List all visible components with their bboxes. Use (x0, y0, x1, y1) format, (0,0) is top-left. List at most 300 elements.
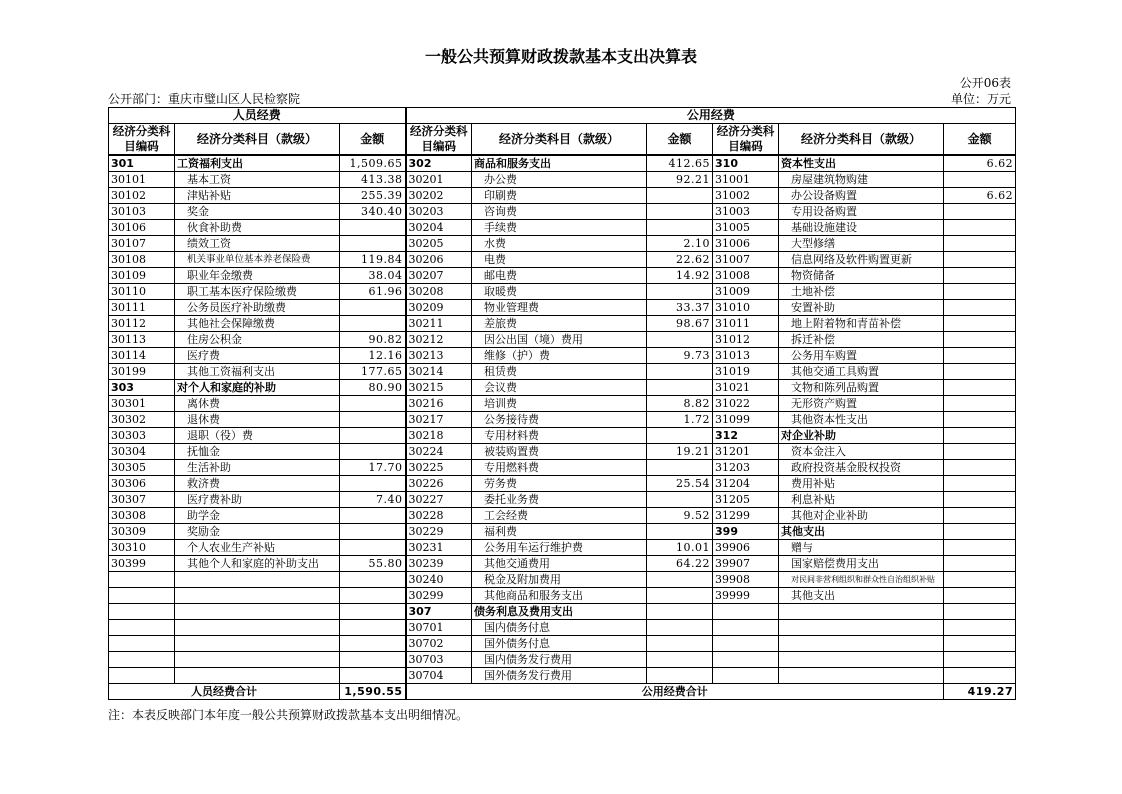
code-cell: 30212 (406, 332, 472, 348)
amount-cell: 64.22 (647, 556, 713, 572)
public-header: 公用经费 (406, 108, 1016, 124)
code-cell: 303 (109, 380, 175, 396)
code-cell: 30226 (406, 476, 472, 492)
amount-cell (647, 428, 713, 444)
amount-cell: 1,509.65 (340, 155, 406, 172)
amount-cell (647, 188, 713, 204)
code-cell: 30102 (109, 188, 175, 204)
name-cell: 税金及附加费用 (472, 572, 647, 588)
code-cell: 30209 (406, 300, 472, 316)
name-cell: 福利费 (472, 524, 647, 540)
name-cell: 抚恤金 (175, 444, 340, 460)
code-cell: 31204 (713, 476, 779, 492)
name-cell: 债务利息及费用支出 (472, 604, 647, 620)
code-cell: 31299 (713, 508, 779, 524)
amount-cell (944, 492, 1016, 508)
table-row (109, 284, 1016, 300)
table-row (109, 155, 1016, 172)
unit-label: 单位：万元 (950, 92, 1011, 106)
name-cell: 职工基本医疗保险缴费 (175, 284, 340, 300)
name-cell: 政府投资基金股权投资 (779, 460, 944, 476)
name-cell: 对企业补助 (779, 428, 944, 444)
col-name-header: 经济分类科目（款级） (779, 124, 944, 156)
amount-cell (340, 572, 406, 588)
amount-cell (647, 524, 713, 540)
amount-cell: 25.54 (647, 476, 713, 492)
amount-cell (647, 620, 713, 636)
amount-cell: 1.72 (647, 412, 713, 428)
name-cell: 医疗费 (175, 348, 340, 364)
name-cell: 对个人和家庭的补助 (175, 380, 340, 396)
code-cell: 31005 (713, 220, 779, 236)
code-cell: 30107 (109, 236, 175, 252)
code-cell: 30228 (406, 508, 472, 524)
code-cell: 30214 (406, 364, 472, 380)
amount-cell (944, 652, 1016, 668)
code-cell: 30302 (109, 412, 175, 428)
table-row (109, 460, 1016, 476)
name-cell: 基本工资 (175, 172, 340, 188)
code-cell: 307 (406, 604, 472, 620)
name-cell: 资本金注入 (779, 444, 944, 460)
code-cell: 31002 (713, 188, 779, 204)
code-cell: 30213 (406, 348, 472, 364)
amount-cell: 17.70 (340, 460, 406, 476)
amount-cell: 6.62 (944, 188, 1016, 204)
amount-cell (944, 476, 1016, 492)
name-cell (779, 604, 944, 620)
code-cell: 30305 (109, 460, 175, 476)
code-cell (109, 636, 175, 652)
table-row (109, 476, 1016, 492)
amount-cell: 98.67 (647, 316, 713, 332)
table-row (109, 316, 1016, 332)
amount-cell (340, 620, 406, 636)
name-cell: 土地补偿 (779, 284, 944, 300)
name-cell: 其他社会保障缴费 (175, 316, 340, 332)
name-cell: 差旅费 (472, 316, 647, 332)
amount-cell (340, 444, 406, 460)
table-row (109, 620, 1016, 636)
amount-cell (340, 540, 406, 556)
name-cell: 安置补助 (779, 300, 944, 316)
name-cell: 培训费 (472, 396, 647, 412)
amount-cell (944, 620, 1016, 636)
name-cell: 职业年金缴费 (175, 268, 340, 284)
amount-cell: 80.90 (340, 380, 406, 396)
code-cell: 31008 (713, 268, 779, 284)
name-cell: 医疗费补助 (175, 492, 340, 508)
name-cell: 工会经费 (472, 508, 647, 524)
code-cell: 30101 (109, 172, 175, 188)
code-cell: 30114 (109, 348, 175, 364)
amount-cell (647, 332, 713, 348)
code-cell: 31203 (713, 460, 779, 476)
amount-cell (944, 572, 1016, 588)
public-total-value: 419.27 (944, 684, 1016, 700)
report-title: 一般公共预算财政拨款基本支出决算表 (424, 47, 697, 66)
amount-cell: 2.10 (647, 236, 713, 252)
code-cell: 30702 (406, 636, 472, 652)
name-cell: 其他对企业补助 (779, 508, 944, 524)
amount-cell: 12.16 (340, 348, 406, 364)
name-cell: 会议费 (472, 380, 647, 396)
name-cell (779, 620, 944, 636)
table-row (109, 364, 1016, 380)
table-row (109, 236, 1016, 252)
name-cell: 印刷费 (472, 188, 647, 204)
name-cell: 水费 (472, 236, 647, 252)
amount-cell (647, 652, 713, 668)
amount-cell (647, 284, 713, 300)
table-row (109, 412, 1016, 428)
code-cell: 30208 (406, 284, 472, 300)
table-row (109, 444, 1016, 460)
footnote: 注：本表反映部门本年度一般公共预算财政拨款基本支出明细情况。 (108, 708, 469, 722)
amount-cell: 22.62 (647, 252, 713, 268)
code-cell: 30218 (406, 428, 472, 444)
name-cell: 奖金 (175, 204, 340, 220)
code-cell (713, 668, 779, 684)
table-row (109, 204, 1016, 220)
amount-cell (944, 236, 1016, 252)
code-cell: 30215 (406, 380, 472, 396)
code-cell: 30308 (109, 508, 175, 524)
code-cell: 30701 (406, 620, 472, 636)
code-cell: 31013 (713, 348, 779, 364)
name-cell: 奖励金 (175, 524, 340, 540)
name-cell: 国内债务发行费用 (472, 652, 647, 668)
table-row (109, 252, 1016, 268)
amount-cell (944, 540, 1016, 556)
amount-cell (647, 636, 713, 652)
name-cell: 国外债务付息 (472, 636, 647, 652)
amount-cell (944, 364, 1016, 380)
name-cell: 其他个人和家庭的补助支出 (175, 556, 340, 572)
personnel-total-label: 人员经费合计 (109, 684, 340, 700)
amount-cell: 6.62 (944, 155, 1016, 172)
name-cell: 因公出国（境）费用 (472, 332, 647, 348)
amount-cell: 177.65 (340, 364, 406, 380)
code-cell: 30240 (406, 572, 472, 588)
code-cell: 310 (713, 155, 779, 172)
amount-cell: 10.01 (647, 540, 713, 556)
name-cell: 大型修缮 (779, 236, 944, 252)
name-cell: 助学金 (175, 508, 340, 524)
table-row (109, 588, 1016, 604)
name-cell: 物资储备 (779, 268, 944, 284)
name-cell: 办公费 (472, 172, 647, 188)
code-cell: 31099 (713, 412, 779, 428)
code-cell (109, 572, 175, 588)
amount-cell (944, 508, 1016, 524)
name-cell: 赠与 (779, 540, 944, 556)
amount-cell (647, 604, 713, 620)
amount-cell (340, 652, 406, 668)
amount-cell (340, 428, 406, 444)
name-cell: 专用材料费 (472, 428, 647, 444)
name-cell (175, 604, 340, 620)
amount-cell: 413.38 (340, 172, 406, 188)
code-cell: 31003 (713, 204, 779, 220)
name-cell: 机关事业单位基本养老保险费 (175, 252, 340, 268)
name-cell: 公务用车购置 (779, 348, 944, 364)
code-cell (109, 604, 175, 620)
name-cell: 对民间非营利组织和群众性自治组织补贴 (779, 572, 944, 588)
code-cell: 31022 (713, 396, 779, 412)
name-cell: 取暖费 (472, 284, 647, 300)
name-cell: 基础设施建设 (779, 220, 944, 236)
name-cell (175, 668, 340, 684)
amount-cell: 19.21 (647, 444, 713, 460)
col-code-header: 经济分类科目编码 (406, 124, 472, 156)
code-cell: 30199 (109, 364, 175, 380)
amount-cell (944, 588, 1016, 604)
code-cell (109, 668, 175, 684)
code-cell: 30111 (109, 300, 175, 316)
name-cell: 物业管理费 (472, 300, 647, 316)
amount-cell (944, 396, 1016, 412)
code-cell (109, 620, 175, 636)
code-cell: 30703 (406, 652, 472, 668)
code-cell: 30399 (109, 556, 175, 572)
name-cell: 费用补贴 (779, 476, 944, 492)
amount-cell (647, 204, 713, 220)
amount-cell (944, 268, 1016, 284)
name-cell: 地上附着物和青苗补偿 (779, 316, 944, 332)
code-cell (713, 604, 779, 620)
name-cell: 委托业务费 (472, 492, 647, 508)
name-cell: 国外债务发行费用 (472, 668, 647, 684)
amount-cell: 14.92 (647, 268, 713, 284)
name-cell: 公务用车运行维护费 (472, 540, 647, 556)
name-cell: 电费 (472, 252, 647, 268)
code-cell: 30304 (109, 444, 175, 460)
name-cell: 咨询费 (472, 204, 647, 220)
name-cell: 拆迁补偿 (779, 332, 944, 348)
name-cell: 劳务费 (472, 476, 647, 492)
table-row (109, 268, 1016, 284)
amount-cell (340, 412, 406, 428)
code-cell: 30306 (109, 476, 175, 492)
name-cell: 救济费 (175, 476, 340, 492)
amount-cell (340, 300, 406, 316)
amount-cell: 412.65 (647, 155, 713, 172)
amount-cell (944, 460, 1016, 476)
amount-cell: 55.80 (340, 556, 406, 572)
name-cell: 利息补贴 (779, 492, 944, 508)
amount-cell (944, 636, 1016, 652)
code-cell: 30225 (406, 460, 472, 476)
amount-cell: 7.40 (340, 492, 406, 508)
table-row (109, 492, 1016, 508)
amount-cell (944, 300, 1016, 316)
code-cell: 30202 (406, 188, 472, 204)
amount-cell (944, 380, 1016, 396)
code-cell: 30303 (109, 428, 175, 444)
code-cell (713, 620, 779, 636)
form-number: 公开06表 (959, 76, 1011, 90)
amount-cell (944, 348, 1016, 364)
name-cell: 住房公积金 (175, 332, 340, 348)
code-cell: 31007 (713, 252, 779, 268)
amount-cell (340, 636, 406, 652)
table-row (109, 508, 1016, 524)
amount-cell: 33.37 (647, 300, 713, 316)
code-cell: 30239 (406, 556, 472, 572)
code-cell: 31011 (713, 316, 779, 332)
name-cell: 租赁费 (472, 364, 647, 380)
table-row (109, 572, 1016, 588)
table-row (109, 556, 1016, 572)
code-cell: 30704 (406, 668, 472, 684)
table-row (109, 652, 1016, 668)
amount-cell (647, 460, 713, 476)
name-cell: 资本性支出 (779, 155, 944, 172)
code-cell: 399 (713, 524, 779, 540)
code-cell: 39999 (713, 588, 779, 604)
code-cell: 31205 (713, 492, 779, 508)
name-cell: 无形资产购置 (779, 396, 944, 412)
name-cell (175, 652, 340, 668)
name-cell: 个人农业生产补贴 (175, 540, 340, 556)
amount-cell: 9.52 (647, 508, 713, 524)
amount-cell: 90.82 (340, 332, 406, 348)
code-cell: 31201 (713, 444, 779, 460)
amount-cell: 255.39 (340, 188, 406, 204)
amount-cell (944, 172, 1016, 188)
code-cell (109, 652, 175, 668)
amount-cell (647, 492, 713, 508)
table-row (109, 172, 1016, 188)
code-cell: 30207 (406, 268, 472, 284)
table-row (109, 636, 1016, 652)
code-cell: 31009 (713, 284, 779, 300)
amount-cell (944, 444, 1016, 460)
code-cell: 30205 (406, 236, 472, 252)
code-cell: 30227 (406, 492, 472, 508)
code-cell: 30106 (109, 220, 175, 236)
name-cell: 伙食补助费 (175, 220, 340, 236)
code-cell: 31012 (713, 332, 779, 348)
totals-row (109, 684, 1016, 700)
amount-cell (944, 604, 1016, 620)
name-cell: 离休费 (175, 396, 340, 412)
name-cell (779, 636, 944, 652)
name-cell: 文物和陈列品购置 (779, 380, 944, 396)
name-cell: 公务接待费 (472, 412, 647, 428)
department-label: 公开部门：重庆市璧山区人民检察院 (108, 92, 301, 106)
name-cell (779, 668, 944, 684)
name-cell: 公务员医疗补助缴费 (175, 300, 340, 316)
amount-cell (340, 396, 406, 412)
col-amount-header: 金额 (340, 124, 406, 156)
name-cell: 退职（役）费 (175, 428, 340, 444)
name-cell: 其他交通费用 (472, 556, 647, 572)
amount-cell (647, 588, 713, 604)
code-cell: 30216 (406, 396, 472, 412)
amount-cell (340, 220, 406, 236)
table-row (109, 300, 1016, 316)
amount-cell (647, 364, 713, 380)
table-row (109, 668, 1016, 684)
amount-cell: 92.21 (647, 172, 713, 188)
amount-cell (647, 668, 713, 684)
table-row (109, 348, 1016, 364)
code-cell (713, 636, 779, 652)
code-cell: 30299 (406, 588, 472, 604)
name-cell: 被装购置费 (472, 444, 647, 460)
name-cell: 其他支出 (779, 524, 944, 540)
amount-cell (944, 412, 1016, 428)
table-row (109, 188, 1016, 204)
name-cell: 信息网络及软件购置更新 (779, 252, 944, 268)
col-name-header: 经济分类科目（款级） (175, 124, 340, 156)
code-cell: 30112 (109, 316, 175, 332)
name-cell: 专用设备购置 (779, 204, 944, 220)
table-row (109, 540, 1016, 556)
name-cell: 其他商品和服务支出 (472, 588, 647, 604)
code-cell: 30301 (109, 396, 175, 412)
code-cell: 302 (406, 155, 472, 172)
code-cell: 312 (713, 428, 779, 444)
amount-cell (647, 572, 713, 588)
code-cell: 31010 (713, 300, 779, 316)
name-cell: 绩效工资 (175, 236, 340, 252)
name-cell: 维修（护）费 (472, 348, 647, 364)
name-cell: 商品和服务支出 (472, 155, 647, 172)
code-cell: 31006 (713, 236, 779, 252)
name-cell: 国家赔偿费用支出 (779, 556, 944, 572)
amount-cell: 9.73 (647, 348, 713, 364)
personnel-header: 人员经费 (109, 108, 406, 124)
name-cell: 其他支出 (779, 588, 944, 604)
amount-cell (340, 236, 406, 252)
code-cell: 39908 (713, 572, 779, 588)
name-cell: 房屋建筑物购建 (779, 172, 944, 188)
amount-cell (340, 508, 406, 524)
amount-cell: 8.82 (647, 396, 713, 412)
table-row (109, 396, 1016, 412)
code-cell (713, 652, 779, 668)
name-cell: 津贴补贴 (175, 188, 340, 204)
amount-cell (340, 604, 406, 620)
amount-cell (647, 220, 713, 236)
name-cell: 其他工资福利支出 (175, 364, 340, 380)
code-cell: 30217 (406, 412, 472, 428)
code-cell: 30229 (406, 524, 472, 540)
code-cell: 30231 (406, 540, 472, 556)
code-cell: 30204 (406, 220, 472, 236)
code-cell: 30103 (109, 204, 175, 220)
public-total-label: 公用经费合计 (406, 684, 944, 700)
code-cell: 30310 (109, 540, 175, 556)
name-cell: 邮电费 (472, 268, 647, 284)
col-amount-header: 金额 (647, 124, 713, 156)
name-cell: 生活补助 (175, 460, 340, 476)
amount-cell (340, 668, 406, 684)
name-cell (175, 620, 340, 636)
code-cell: 30224 (406, 444, 472, 460)
amount-cell (944, 556, 1016, 572)
table-row (109, 524, 1016, 540)
name-cell: 其他交通工具购置 (779, 364, 944, 380)
code-cell: 30201 (406, 172, 472, 188)
code-cell: 30113 (109, 332, 175, 348)
amount-cell (944, 316, 1016, 332)
name-cell: 工资福利支出 (175, 155, 340, 172)
col-amount-header: 金额 (944, 124, 1016, 156)
